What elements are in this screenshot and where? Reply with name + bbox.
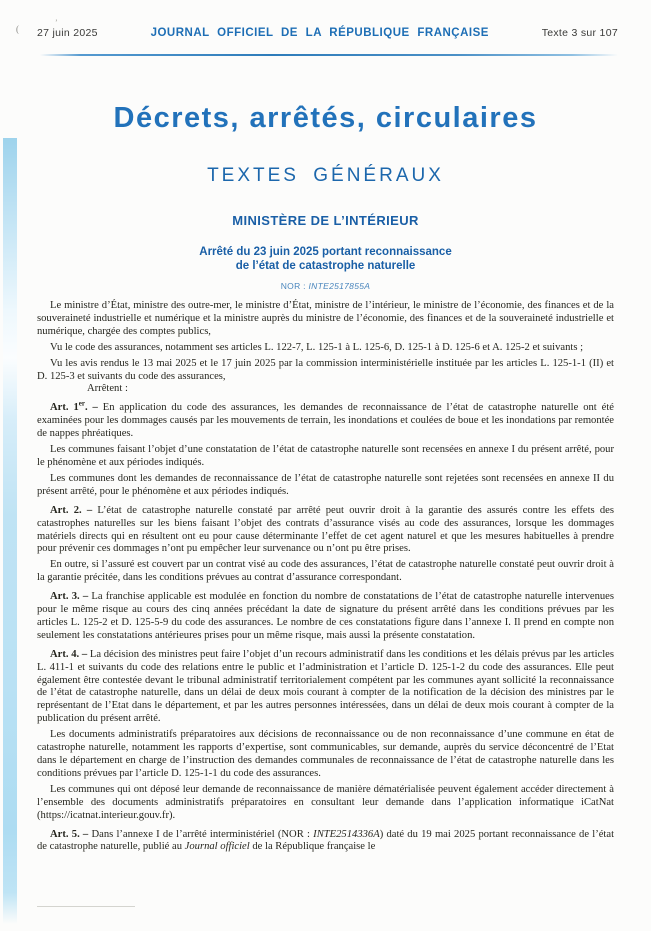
page-header bbox=[37, 27, 618, 39]
journal-title: JOURNAL OFFICIEL DE LA RÉPUBLIQUE FRANÇAISE bbox=[150, 27, 489, 39]
nor-reference bbox=[0, 281, 651, 291]
article-1-paragraph: Les communes dont les demandes de reconnaissance de l’état de catastrophe naturelle sont rejetées sont recensées en annexe II du présent arrêté, pour le phénomène et aux périodes indiqués. bbox=[37, 472, 614, 497]
decree-body bbox=[37, 300, 614, 854]
preamble-paragraph: Le ministre d’État, ministre des outre-mer, le ministre d’État, ministre de l’intérieur, le ministre de l’économie, des finances et de la souveraineté industrielle et numérique et la ministre auprès du ministre de l’économie, des finances et de la souveraineté industrielle et numérique, chargée des comptes publics, bbox=[37, 300, 614, 337]
article-1-label: Art. 1er. – bbox=[50, 399, 103, 414]
article-1-paragraph: Art. 1er. – En application du code des assurances, les demandes de reconnaissance de l’état de catastrophe naturelle ont été examinées pour les dommages causés par les mouvements de terrain, les inondations et coulées de boue et les inondations par remontée de nappes phréatiques. bbox=[37, 399, 614, 440]
article-2-paragraph: En outre, si l’assuré est couvert par un contrat visé au code des assurances, l’état de catastrophe naturelle constaté peut ouvrir droit à la garantie précitée, dans les conditions prévues au contrat d’assurance correspondant. bbox=[37, 559, 614, 584]
decree-title bbox=[0, 246, 651, 273]
decree-title-line2: de l’état de catastrophe naturelle bbox=[235, 259, 416, 272]
section-title: TEXTES GÉNÉRAUX bbox=[207, 165, 444, 186]
article-4-paragraph: Art. 4. – La décision des ministres peut faire l’objet d’un recours administratif dans les conditions et les délais prévus par les articles L. 411-1 et suivants du code des relations entre le public et l’administration et l’article D. 125-1-2 du code des assurances. Elle peut également être contestée devant le tribunal administratif territorialement compétent par les communes ayant sollicité la reconnaissance de l’état de catastrophe naturelle, dans un délai de deux mois courant à compter de la notification de la décision des ministres par le représentant de l’Etat dans le département, et par les autres personnes intéressées, dans un délai de deux mois courant à compter de la publication du présent arrêté. bbox=[37, 648, 614, 725]
nor-label: NOR : bbox=[280, 281, 309, 291]
preamble-paragraph: Vu les avis rendus le 13 mai 2025 et le 17 juin 2025 par la commission interministérielle instituée par les articles L. 125-1-1 (II) et D. 125-3 et suivants du code des assurances, bbox=[37, 357, 614, 382]
preamble-paragraph: Vu le code des assurances, notamment ses articles L. 122-7, L. 125-1 à L. 125-6, D. 125-1 à D. 125-6 et A. 125-2 et suivants ; bbox=[50, 341, 584, 353]
article-2-label: Art. 2. – bbox=[50, 504, 98, 516]
scan-speck: ʼ bbox=[55, 18, 58, 27]
article-4-paragraph: Les communes qui ont déposé leur demande de reconnaissance de manière dématérialisée peuvent également accéder directement à l’ensemble des documents administratifs préparatoires en consultant leur demande dans l’application informatique iCatNat (https://icatnat.interieur.gouv.fr). bbox=[37, 783, 614, 821]
nor-value: INTE2517855A bbox=[308, 281, 371, 291]
journal-officiel-inline: Journal officiel bbox=[184, 841, 250, 853]
scan-speck: ( bbox=[16, 24, 19, 34]
main-title: Décrets, arrêtés, circulaires bbox=[113, 102, 538, 134]
article-3-label: Art. 3. – bbox=[50, 591, 92, 603]
article-1-paragraph: Les communes faisant l’objet d’une constatation de l’état de catastrophe naturelle sont recensées en annexe I du présent arrêté, pour le phénomène et aux périodes indiqués. bbox=[37, 444, 614, 468]
article-4-label: Art. 4. – bbox=[50, 648, 90, 660]
article-4-paragraph: Les documents administratifs préparatoires aux décisions de reconnaissance ou de non reconnaissance d’une commune en état de catastrophe naturelle, notamment les rapports d’expertise, sont communicables, sur demande, auprès du service déconcentré de l’Etat dans le département en charge de l’instruction des demandes communales de reconnaissance de l’état de catastrophe naturelle dans les conditions prévues par l’article D. 125-1-1 du code des assurances. bbox=[37, 729, 614, 779]
arretent-line: Arrêtent : bbox=[87, 383, 128, 395]
decree-title-line1: Arrêté du 23 juin 2025 portant reconnaissance bbox=[199, 246, 452, 258]
header-date: 27 juin 2025 bbox=[37, 27, 98, 39]
cut-off-line-artifact bbox=[37, 906, 135, 907]
header-divider-rule bbox=[40, 54, 618, 56]
ministry-title: MINISTÈRE DE L’INTÉRIEUR bbox=[232, 213, 419, 228]
texte-counter: Texte 3 sur 107 bbox=[541, 27, 618, 39]
article-5-paragraph: Art. 5. – Dans l’annexe I de l’arrêté interministériel (NOR : INTE2514336A) daté du 19 mai 2025 portant reconnaissance de l’état de catastrophe naturelle, publié au Journal officiel de la République française le bbox=[37, 828, 615, 853]
nor-reference-inline: INTE2514336A bbox=[313, 828, 380, 840]
article-3-paragraph: Art. 3. – La franchise applicable est modulée en fonction du nombre de constatations de l’état de catastrophe naturelle intervenues pour le même risque au cours des cinq années précédant la date de signature du présent arrêté dans les conditions prévues par les articles L. 125-2 et D. 125-5-9 du code des assurances. Le nombre de ces constatations figure dans l’annexe I. Il prend en compte non seulement les constatations antérieures prises pour un même risque, mais aussi la présente constatation. bbox=[37, 591, 614, 641]
article-2-paragraph: Art. 2. – L’état de catastrophe naturelle constaté par arrêté peut ouvrir droit à la garantie des assurés contre les effets des catastrophes naturelles sur les biens faisant l’objet des contrats d’assurance visés au code des assurances, lorsque les dommages matériels directs qui en résultent ont eu pour cause déterminante l’effet de cet agent naturel et que les mesures habituelles à prendre pour prévenir ces dommages n’ont pu empêcher leur survenance ou n’ont pu être prises. bbox=[37, 504, 614, 555]
article-5-label: Art. 5. – bbox=[50, 828, 92, 840]
